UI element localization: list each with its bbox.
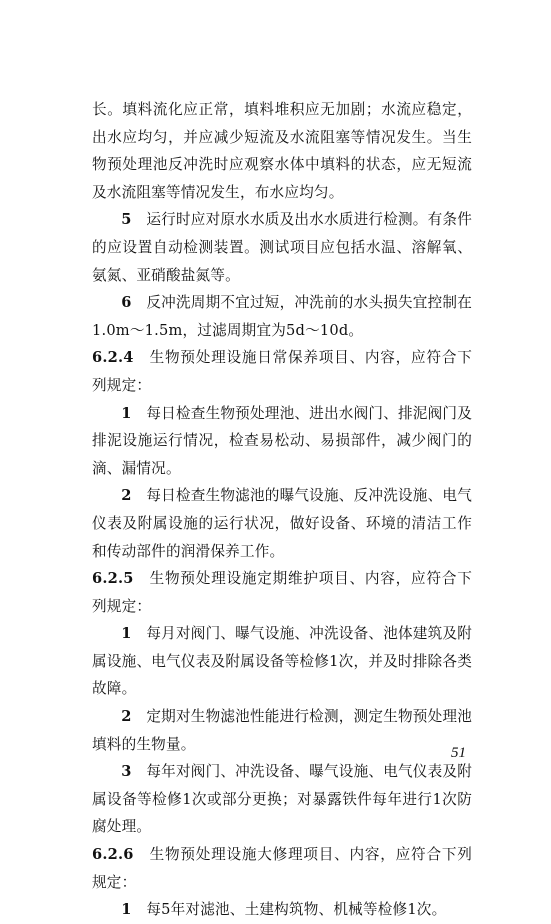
section-number: 6.2.4 — [92, 349, 134, 367]
section-number: 6.2.5 — [92, 570, 134, 588]
list-item — [92, 206, 472, 289]
list-item — [92, 758, 472, 841]
item-text: 每日检查生物预处理池、进出水阀门、排泥阀门及排泥设施运行情况，检查易松动、易损部件，减少阀门的滴、漏情况。 — [92, 404, 472, 477]
list-item — [92, 620, 472, 703]
section-text: 生物预处理设施大修理项目、内容，应符合下列规定： — [92, 846, 472, 891]
section-number: 6.2.6 — [92, 846, 134, 864]
item-text: 运行时应对原水水质及出水水质进行检测。有条件的应设置自动检测装置。测试项目应包括水温、溶解氧、氨氮、亚硝酸盐氮等。 — [92, 211, 472, 284]
section-clause — [92, 344, 472, 399]
page-number: 51 — [451, 745, 466, 761]
list-item — [92, 482, 472, 565]
section-text: 生物预处理设施日常保养项目、内容，应符合下列规定： — [92, 349, 472, 394]
item-number: 1 — [121, 901, 132, 919]
item-text: 反冲洗周期不宜过短，冲洗前的水头损失宜控制在1.0m～1.5m，过滤周期宜为5d～10d。 — [92, 294, 472, 339]
list-item — [92, 400, 472, 483]
list-item — [92, 703, 472, 758]
item-number: 6 — [121, 294, 132, 312]
item-text: 每年对阀门、冲洗设备、曝气设施、电气仪表及附属设备等检修1次或部分更换；对暴露铁件每年进行1次防腐处理。 — [92, 763, 472, 836]
item-number: 1 — [121, 404, 132, 422]
item-number: 3 — [121, 763, 132, 781]
item-text: 定期对生物滤池性能进行检测，测定生物预处理池填料的生物量。 — [92, 708, 472, 753]
item-number: 5 — [121, 211, 132, 229]
item-text: 每日检查生物滤池的曝气设施、反冲洗设施、电气仪表及附属设施的运行状况，做好设备、环境的清洁工作和传动部件的润滑保养工作。 — [92, 487, 472, 560]
item-text: 每月对阀门、曝气设施、冲洗设备、池体建筑及附属设施、电气仪表及附属设备等检修1次，并及时排除各类故障。 — [92, 625, 472, 698]
section-text: 生物预处理设施定期维护项目、内容，应符合下列规定： — [92, 570, 472, 615]
item-number: 2 — [121, 487, 132, 505]
item-number: 2 — [121, 708, 132, 726]
body-text — [92, 96, 472, 924]
item-number: 1 — [121, 625, 132, 643]
item-text: 每5年对滤池、土建构筑物、机械等检修1次。 — [146, 901, 447, 919]
list-item — [92, 896, 472, 924]
section-clause — [92, 565, 472, 620]
paragraph-continuation — [92, 96, 472, 206]
paragraph-text: 长。填料流化应正常，填料堆积应无加剧；水流应稳定，出水应均匀，并应减少短流及水流阻塞等情况发生。当生物预处理池反冲洗时应观察水体中填料的状态，应无短流及水流阻塞等情况发生，布水应均匀。 — [92, 101, 472, 201]
list-item — [92, 289, 472, 344]
section-clause — [92, 841, 472, 896]
